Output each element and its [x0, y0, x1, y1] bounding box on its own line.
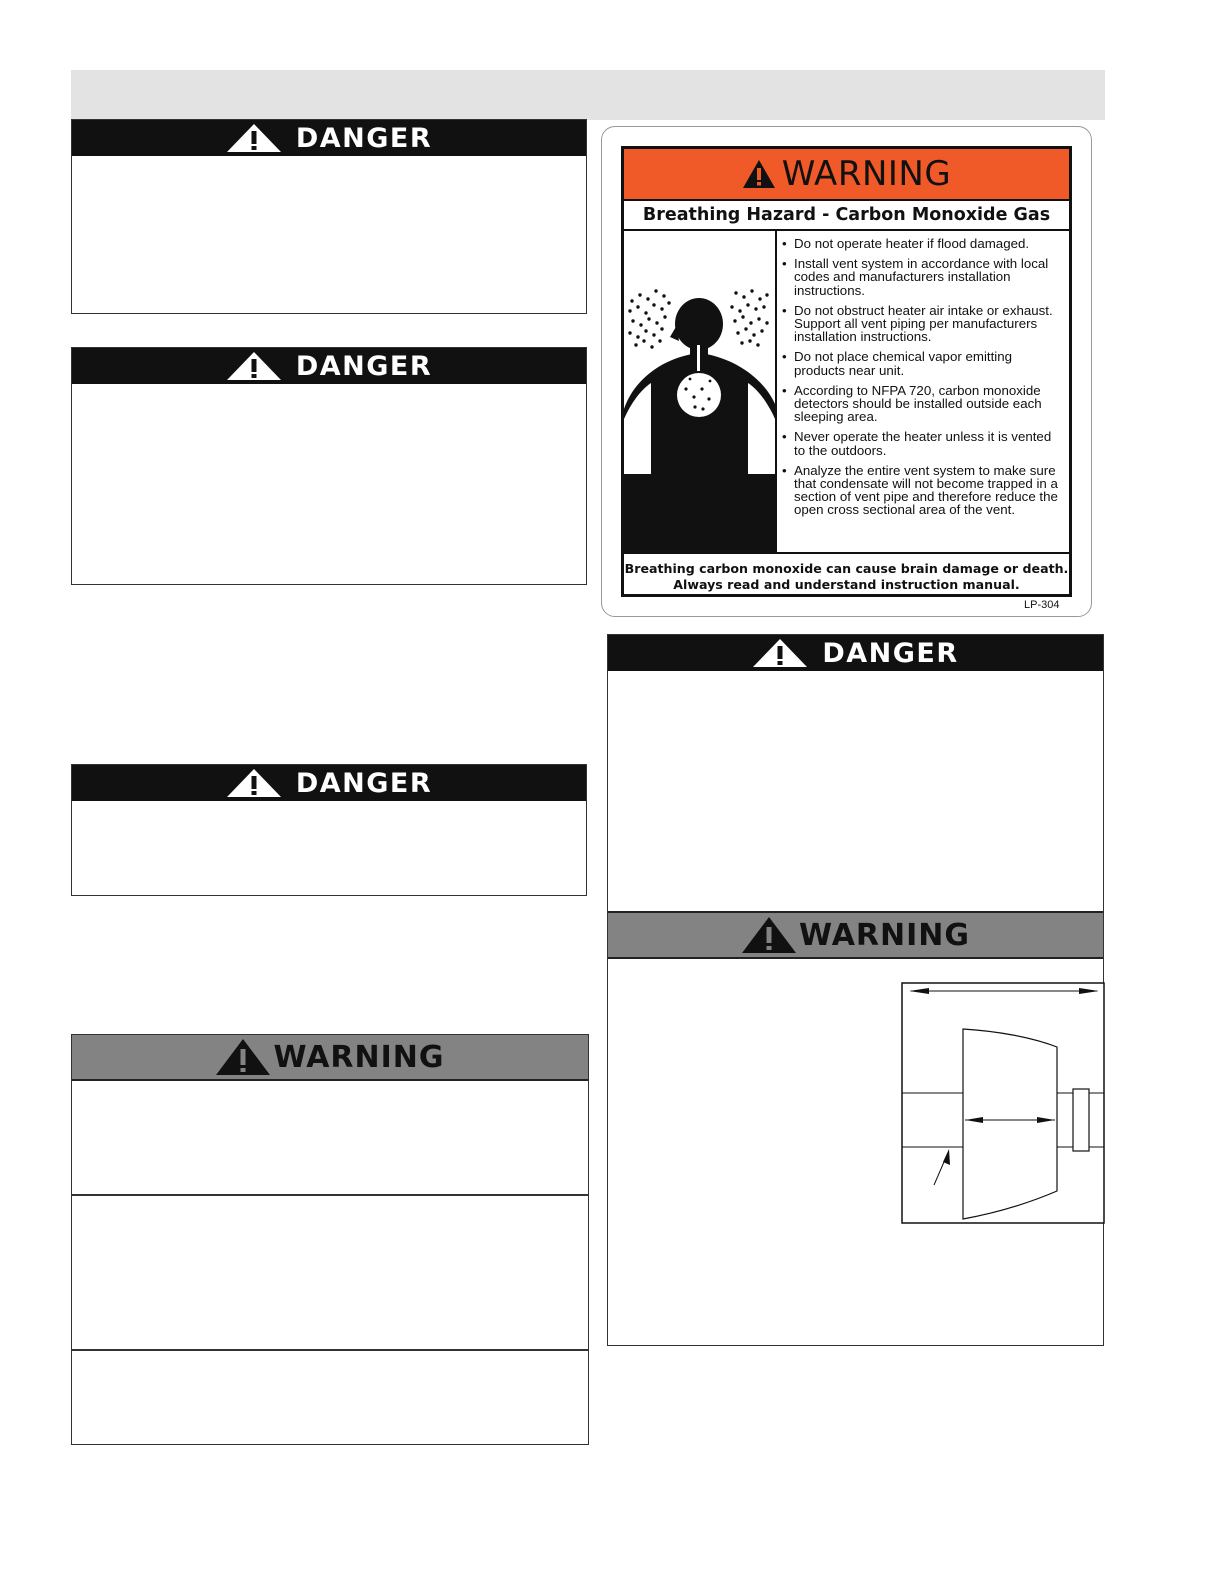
header-band [71, 70, 1105, 120]
danger-word: DANGER [822, 637, 959, 669]
warning-triangle-icon [226, 768, 282, 798]
list-item: • Never operate the heater unless it is vented to the outdoors. [782, 430, 1065, 456]
label-header [624, 149, 1069, 201]
label-footer-line-1: Breathing carbon monoxide can cause brain damage or death. [624, 561, 1069, 576]
danger-box-3 [71, 764, 587, 896]
label-instructions [782, 237, 1065, 524]
danger-box-2 [71, 347, 587, 585]
warning-bar [72, 1035, 588, 1081]
label-subtitle: Breathing Hazard - Carbon Monoxide Gas [624, 201, 1069, 231]
label-code: LP-304 [1024, 599, 1060, 611]
person-breathing-gas-icon [624, 229, 775, 552]
list-item: • According to NFPA 720, carbon monoxide detectors should be installed outside each sleeping area. [782, 384, 1065, 424]
list-item: • Do not place chemical vapor emitting products near unit. [782, 350, 1065, 376]
warning-triangle-icon [742, 159, 776, 189]
warning-triangle-icon [741, 916, 797, 954]
warning-word: WARNING [273, 1039, 445, 1075]
danger-bar [72, 765, 586, 801]
danger-bar [72, 348, 586, 384]
vent-termination-diagram [901, 981, 1105, 1225]
danger-word: DANGER [295, 122, 433, 154]
danger-box-1 [71, 119, 587, 314]
label-footer [624, 552, 1069, 594]
warning-box-1 [71, 1034, 589, 1445]
danger-warning-box-right [607, 634, 1104, 1346]
list-item: • Install vent system in accordance with local codes and manufacturers installation instructions. [782, 257, 1065, 297]
danger-bar [72, 120, 586, 156]
warning-triangle-icon [226, 351, 282, 381]
list-item: • Do not operate heater if flood damaged. [782, 237, 1065, 250]
section-divider [72, 1349, 588, 1351]
label-header-text: WARNING [781, 154, 952, 194]
co-hazard-pictogram [624, 229, 777, 552]
warning-triangle-icon [215, 1038, 271, 1076]
warning-triangle-icon [226, 123, 282, 153]
warning-triangle-icon [752, 638, 808, 668]
label-footer-line-2: Always read and understand instruction manual. [673, 576, 1020, 592]
warning-bar [608, 911, 1103, 959]
list-item: • Do not obstruct heater air intake or exhaust. Support all vent piping per manufacturers installation instructions. [782, 304, 1065, 344]
danger-word: DANGER [295, 767, 433, 799]
co-warning-label [621, 146, 1072, 597]
danger-bar [608, 635, 1103, 671]
section-divider [72, 1194, 588, 1196]
warning-word: WARNING [798, 917, 971, 953]
danger-word: DANGER [295, 350, 433, 382]
list-item: • Analyze the entire vent system to make sure that condensate will not become trapped in a section of vent pipe and therefore reduce the open cross sectional area of the vent. [782, 464, 1065, 517]
